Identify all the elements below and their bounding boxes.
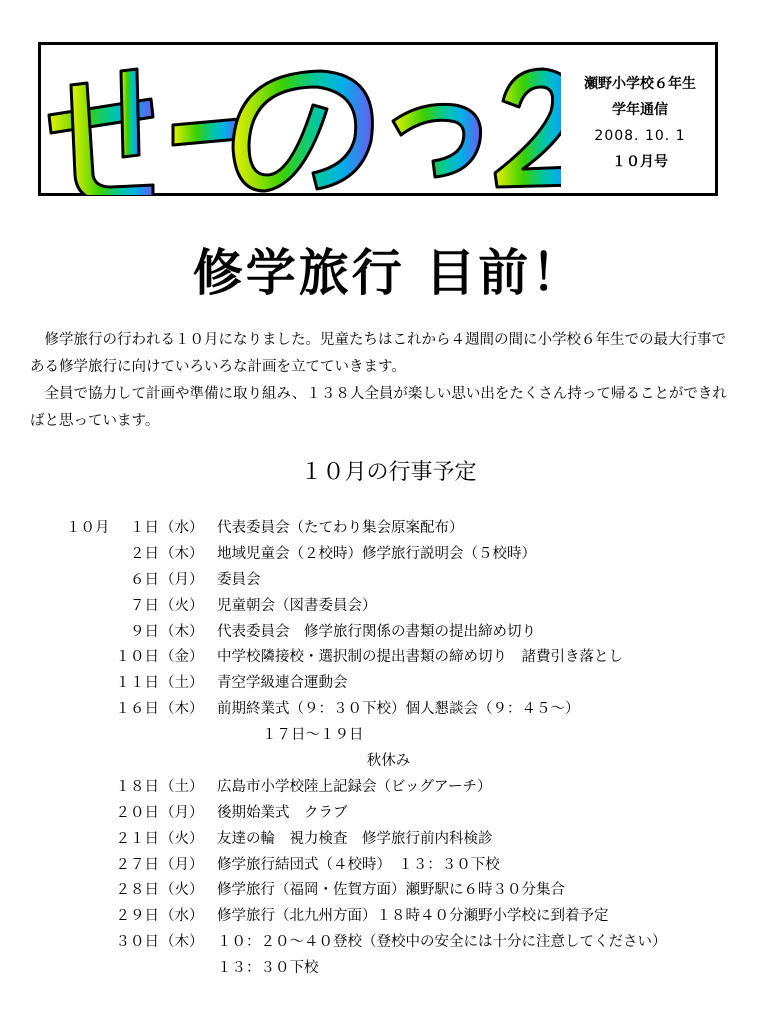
section-title: １０月の行事予定 xyxy=(300,460,477,485)
schedule-day: ２８日 xyxy=(115,882,159,899)
schedule-day: ２１日 xyxy=(115,830,159,847)
schedule-event: 広島市小学校陸上記録会（ビッグアーチ） xyxy=(217,778,492,795)
schedule-event: 中学校隣接校・選択制の提出書類の締め切り 諸費引き落とし xyxy=(217,649,623,666)
schedule-event: 代表委員会（たてわり集会原案配布） xyxy=(217,520,464,536)
schedule-row xyxy=(0,878,777,904)
schedule-row xyxy=(0,697,777,723)
schedule-event: 地域児童会（２校時）修学旅行説明会（５校時） xyxy=(217,545,536,562)
schedule-row xyxy=(0,775,777,801)
schedule-row xyxy=(0,568,777,594)
schedule-row xyxy=(0,620,777,646)
schedule-month: １０月 xyxy=(66,520,110,536)
holiday-label: 秋休み xyxy=(366,753,411,770)
schedule-day: ２０日 xyxy=(115,804,159,821)
schedule-weekday: （木） xyxy=(160,545,204,562)
schedule-day: ６日 xyxy=(130,571,159,588)
schedule-day: ３０日 xyxy=(115,934,159,951)
schedule-weekday: （木） xyxy=(160,701,204,718)
intro-text xyxy=(30,327,730,435)
schedule-event: 委員会 xyxy=(217,571,261,588)
schedule-row xyxy=(0,827,777,853)
intro-paragraph: 修学旅行の行われる１０月になりました。児童たちはこれから４週間の間に小学校６年生での最大行事である修学旅行に向けていろいろな計画を立てていきます。 xyxy=(30,332,726,375)
page-title: 修学旅行 目前！ xyxy=(192,244,585,302)
schedule-event: 代表委員会 修学旅行関係の書類の提出締め切り xyxy=(217,623,536,640)
schedule-day: ７日 xyxy=(130,597,159,614)
holiday-dates-row xyxy=(0,723,777,749)
intro-paragraph: 全員で協力して計画や準備に取り組み、１３８人全員が楽しい思い出をたくさん持って帰ることができればと思っています。 xyxy=(30,386,727,429)
schedule-weekday: （土） xyxy=(160,675,204,692)
schedule-event: 修学旅行（北九州方面）１８時４０分瀬野小学校に到着予定 xyxy=(217,908,609,925)
newsletter-label: 学年通信 xyxy=(612,102,668,118)
schedule-row xyxy=(0,671,777,697)
holiday-label-row xyxy=(0,749,777,775)
schedule-event: 前期終業式（９：３０下校）個人懇談会（９：４５～） xyxy=(217,701,580,718)
masthead xyxy=(38,42,718,196)
schedule-weekday: （水） xyxy=(160,908,204,925)
schedule-weekday: （月） xyxy=(160,804,204,821)
schedule-day: ２７日 xyxy=(115,856,159,873)
schedule-weekday: （月） xyxy=(160,571,204,588)
schedule-weekday: （土） xyxy=(160,778,204,795)
schedule-row xyxy=(0,645,777,671)
issue-number: １０月号 xyxy=(612,154,668,170)
schedule-day: １１日 xyxy=(115,675,159,692)
schedule-row xyxy=(0,853,777,879)
schedule-day: １６日 xyxy=(115,701,159,718)
schedule-row xyxy=(0,594,777,620)
schedule-weekday: （水） xyxy=(160,520,204,536)
schedule-event: 後期始業式 クラブ xyxy=(217,804,348,821)
schedule-event: 友達の輪 視力検査 修学旅行前内科検診 xyxy=(217,830,493,847)
schedule-note: １３：３０下校 xyxy=(217,960,319,977)
schedule-day: ９日 xyxy=(130,623,159,640)
schedule-day: ２日 xyxy=(130,545,159,562)
schedule-weekday: （木） xyxy=(160,623,204,640)
schedule-day: １０日 xyxy=(115,649,159,666)
schedule-event: 修学旅行結団式（４校時） １３：３０下校 xyxy=(217,856,500,873)
holiday-dates: １７日～１９日 xyxy=(262,727,364,744)
schedule-event: 児童朝会（図書委員会） xyxy=(217,597,377,614)
schedule-day: １日 xyxy=(130,520,159,536)
schedule-weekday: （火） xyxy=(160,830,204,847)
schedule-day: ２９日 xyxy=(115,908,159,925)
schedule-row xyxy=(0,956,777,982)
schedule-row xyxy=(0,930,777,956)
schedule-row xyxy=(0,542,777,568)
schedule-row xyxy=(0,516,777,542)
schedule-event: 修学旅行（福岡・佐賀方面）瀬野駅に６時３０分集合 xyxy=(217,882,565,899)
logo xyxy=(41,45,561,195)
schedule-day: １８日 xyxy=(115,778,159,795)
school-name: 瀬野小学校６年生 xyxy=(584,76,696,92)
schedule-weekday: （木） xyxy=(160,934,204,951)
schedule-event: １０：２０～４０登校（登校中の安全には十分に注意してください） xyxy=(217,934,667,951)
schedule-weekday: （火） xyxy=(160,597,204,614)
header-info xyxy=(567,71,713,175)
schedule-row xyxy=(0,904,777,930)
schedule-row xyxy=(0,801,777,827)
schedule-weekday: （火） xyxy=(160,882,204,899)
schedule-list xyxy=(0,516,777,982)
schedule-weekday: （金） xyxy=(160,649,204,666)
issue-date: 2008. 10. 1 xyxy=(594,128,686,144)
schedule-weekday: （月） xyxy=(160,856,204,873)
schedule-event: 青空学級連合運動会 xyxy=(217,675,348,692)
